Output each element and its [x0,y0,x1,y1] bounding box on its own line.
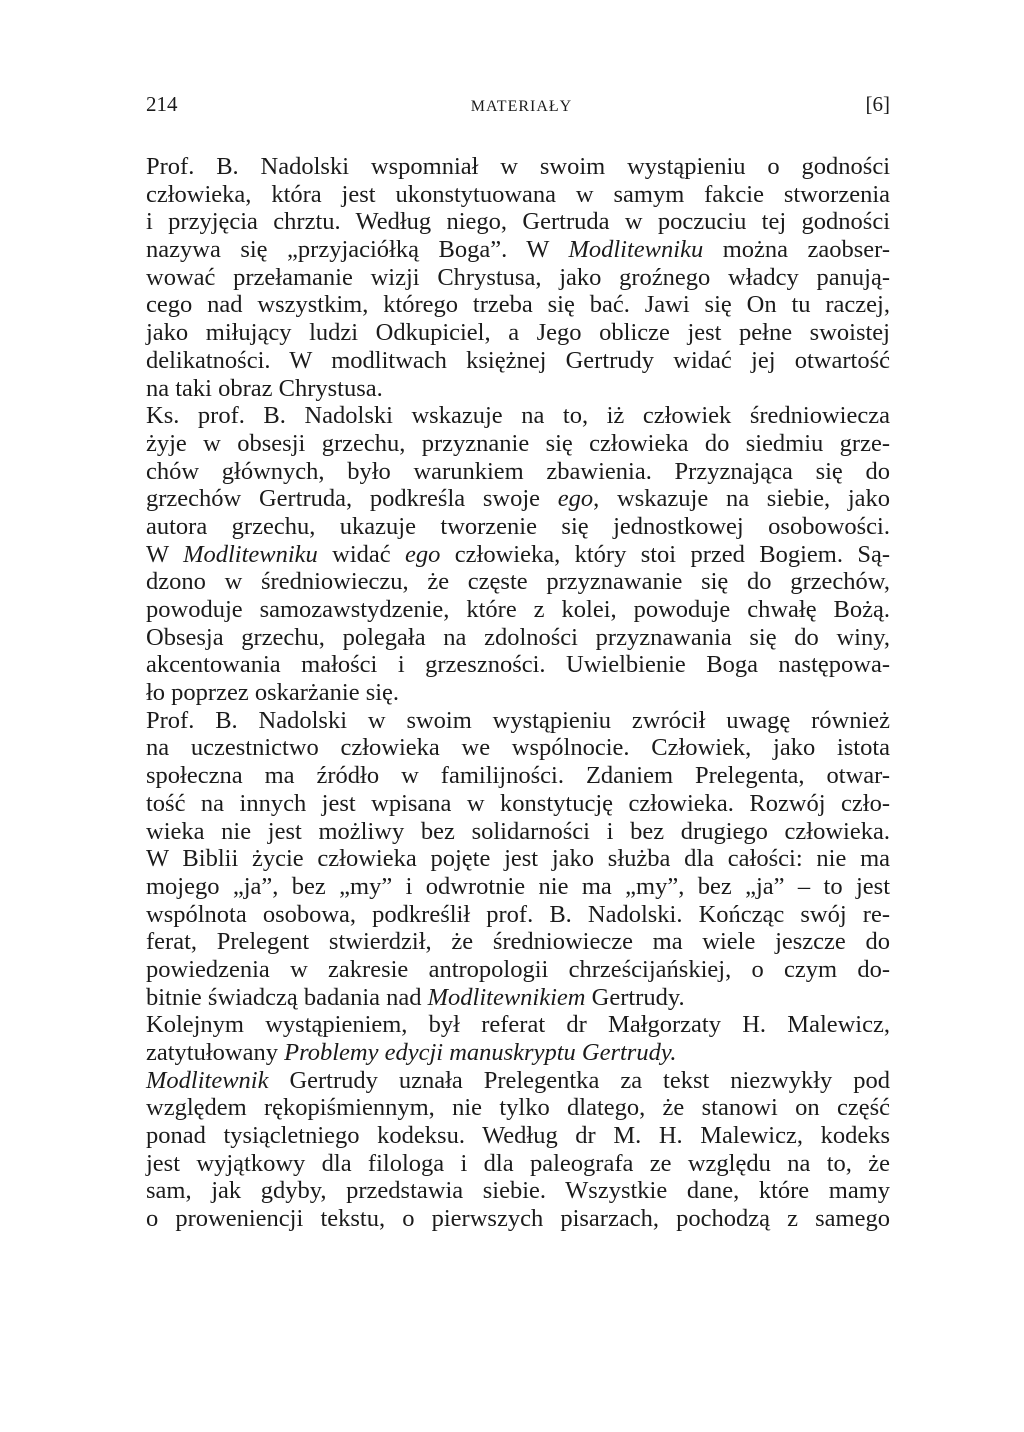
text-line: ponad tysiącletniego kodeksu. Według dr M. H. Malewicz, kodeks [146,1122,890,1150]
text-line: tość na innych jest wpisana w konstytucję człowieka. Rozwój czło- [146,789,890,817]
text-line: cego nad wszystkim, którego trzeba się bać. Jawi się On tu raczej, [146,291,890,319]
text-line: na taki obraz Chrystusa. [146,374,383,402]
text-line: względem rękopiśmiennym, nie tylko dlatego, że stanowi on część [146,1094,890,1122]
text-fragment: grzechów Gertruda, podkreśla swoje [146,485,558,513]
text-line: powiedzenia w zakresie antropologii chrześcijańskiej, o czym do- [146,955,890,983]
text-line: człowieka, która jest ukonstytuowana w samym fakcie stworzenia [146,180,890,208]
italic-title: Modlitewniku [568,236,704,264]
page-number: 214 [146,92,178,116]
body-text [146,153,890,1233]
text-line: Prof. B. Nadolski wspomniał w swoim wystąpieniu o godności [146,153,890,180]
text-fragment: widać [317,540,406,568]
text-fragment: Gertrudy. [585,983,685,1011]
text-line: dzono w średniowieczu, że częste przyznawanie się do grzechów, [146,568,890,596]
italic-title: Modlitewniku [183,540,318,568]
text-line: żyje w obsesji grzechu, przyznanie się człowieka do siedmiu grze- [146,429,890,457]
italic-term: ego [557,485,594,513]
text-line: ło poprzez oskarżanie się. [146,679,400,707]
text-line: autora grzechu, ukazuje tworzenie się jednostkowej osobowości. [146,512,890,540]
text-line: mojego „ja”, bez „my” i odwrotnie nie ma „my”, bez „ja” – to jest [146,872,890,900]
text-line: W Biblii życie człowieka pojęte jest jako służba dla całości: nie ma [146,845,890,873]
text-line: ferat, Prelegent stwierdził, że średniowiecze ma wiele jeszcze do [146,928,890,956]
text-fragment: W [146,540,184,568]
text-line [146,1039,890,1067]
text-line: Obsesja grzechu, polegała na zdolności przyznawania się do winy, [146,623,890,651]
text-line [146,984,890,1012]
text-line: i przyjęcia chrztu. Według niego, Gertruda w poczuciu tej godności [146,208,890,236]
text-line: chów głównych, było warunkiem zbawienia. Przyznająca się do [146,457,890,485]
running-head [146,92,890,122]
italic-title: Problemy edycji manuskryptu Gertrudy. [284,1039,677,1066]
text-line: jest wyjątkowy dla filologa i dla paleografa ze względu na to, że [146,1149,890,1177]
text-line: Ks. prof. B. Nadolski wskazuje na to, iż człowiek średniowiecza [146,402,890,430]
text-line: na uczestnictwo człowieka we wspólnocie. Człowiek, jako istota [146,734,890,762]
italic-title: Modlitewnikiem [427,983,586,1011]
text-fragment: Gertrudy uznała Prelegentka za tekst niezwykły pod [289,1066,890,1094]
section-number: [6] [865,92,890,116]
text-line: Kolejnym wystąpieniem, był referat dr Małgorzaty H. Malewicz, [146,1011,890,1039]
text-line: wować przełamanie wizji Chrystusa, jako groźnego władcy panują- [146,263,890,291]
text-line [146,541,890,569]
text-fragment: można zaobser- [703,236,891,264]
text-line: jako miłujący ludzi Odkupiciel, a Jego oblicze jest pełne swoistej [146,319,890,347]
text-line: powoduje samozawstydzenie, które z kolei, powoduje chwałę Bożą. [146,596,890,623]
running-title: MATERIAŁY [470,98,573,115]
text-fragment: człowieka, który stoi przed Bogiem. Są- [440,540,890,568]
text-line: sam, jak gdyby, przedstawia siebie. Wszystkie dane, które mamy [146,1177,890,1205]
text-line [146,236,890,264]
text-line [146,485,890,513]
text-fragment: nazywa się „przyjaciółką Boga”. W [146,236,569,264]
text-line: społeczna ma źródło w familijności. Zdaniem Prelegenta, otwar- [146,762,890,790]
text-line: wspólnota osobowa, podkreślił prof. B. Nadolski. Kończąc swój re- [146,900,890,928]
text-line [146,1067,890,1095]
text-line: wieka nie jest możliwy bez solidarności i bez drugiego człowieka. [146,817,890,845]
italic-term: ego [405,540,441,568]
text-fragment: bitnie świadczą badania nad [146,983,428,1011]
text-line: o proweniencji tekstu, o pierwszych pisarzach, pochodzą z samego [146,1205,890,1233]
text-fragment: , wskazuje na siebie, jako [593,485,890,513]
text-fragment: zatytułowany [146,1039,285,1066]
text-line: delikatności. W modlitwach księżnej Gertrudy widać jej otwartość [146,346,890,374]
italic-title: Modlitewnik [146,1066,269,1094]
text-line: akcentowania małości i grzeszności. Uwielbienie Boga następowa- [146,651,890,679]
text-line: Prof. B. Nadolski w swoim wystąpieniu zwrócił uwagę również [146,706,890,734]
